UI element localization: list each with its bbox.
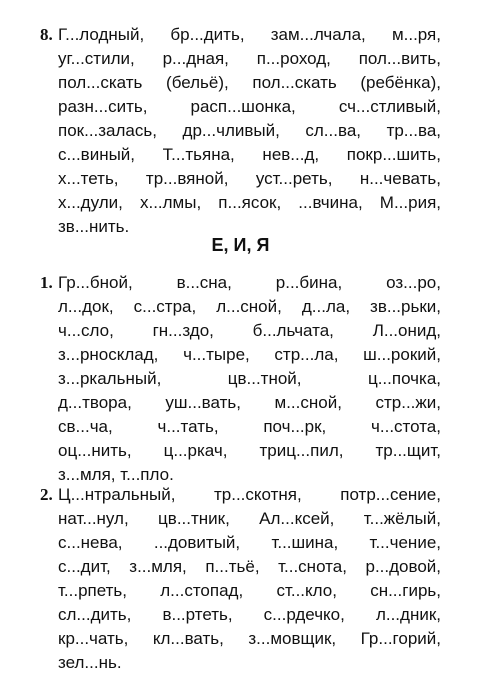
- exercise-line: пок...залась, др...чливый, сл...ва, тр...ва,: [58, 121, 441, 140]
- exercise-number: 1.: [40, 273, 53, 292]
- exercise-line: Г...лодный, бр...дить, зам...лчала, м...ря,: [58, 25, 441, 44]
- exercise-line: ч...сло, гн...здо, б...льчата, Л...онид,: [58, 321, 441, 340]
- exercise-line: Ц...нтральный, тр...скотня, потр...сение,: [58, 485, 441, 504]
- exercise-line: д...твора, уш...вать, м...сной, стр...жи,: [58, 393, 441, 412]
- exercise-line: с...дит, з...мля, п...тьё, т...снота, р...довой,: [58, 557, 441, 576]
- exercise-line: уг...стили, р...дная, п...роход, пол...вить,: [58, 49, 441, 68]
- exercise-line: нат...нул, цв...тник, Ал...ксей, т...жёлый,: [58, 509, 441, 528]
- exercise-line: Гр...бной, в...сна, р...бина, оз...ро,: [58, 273, 441, 292]
- exercise-line: сл...дить, в...ртеть, с...рдечко, л...дник,: [58, 605, 441, 624]
- exercise-line: з...рносклад, ч...тыре, стр...ла, ш...рокий,: [58, 345, 441, 364]
- exercise-line: св...ча, ч...тать, поч...рк, ч...стота,: [58, 417, 441, 436]
- exercise-line: с...виный, Т...тьяна, нев...д, покр...шить,: [58, 145, 441, 164]
- exercise-line: кр...чать, кл...вать, з...мовщик, Гр...горий,: [58, 629, 441, 648]
- exercise-line: зел...нь.: [58, 653, 122, 672]
- exercise-number: 2.: [40, 485, 53, 504]
- exercise-line: оц...нить, ц...ркач, триц...пил, тр...щит,: [58, 441, 441, 460]
- exercise-line: з...ркальный, цв...тной, ц...почка,: [58, 369, 441, 388]
- exercise-number: 8.: [40, 25, 53, 44]
- exercise-line: л...док, с...стра, л...сной, д...ла, зв...рьки,: [58, 297, 441, 316]
- exercise-line: пол...скать (бельё), пол...скать (ребёнка),: [58, 73, 441, 92]
- exercise-line: с...нева, ...довитый, т...шина, т...чение,: [58, 533, 441, 552]
- exercise-line: зв...нить.: [58, 217, 130, 236]
- exercise-line: х...дули, х...лмы, п...ясок, ...вчина, М...рия,: [58, 193, 441, 212]
- section-heading: Е, И, Я: [211, 235, 270, 255]
- exercise-line: з...мля, т...пло.: [58, 465, 174, 484]
- exercise-line: разн...сить, расп...шонка, сч...стливый,: [58, 97, 441, 116]
- exercise-line: т...рпеть, л...стопад, ст...кло, сн...гирь,: [58, 581, 441, 600]
- exercise-line: х...теть, тр...вяной, уст...реть, н...чевать,: [58, 169, 441, 188]
